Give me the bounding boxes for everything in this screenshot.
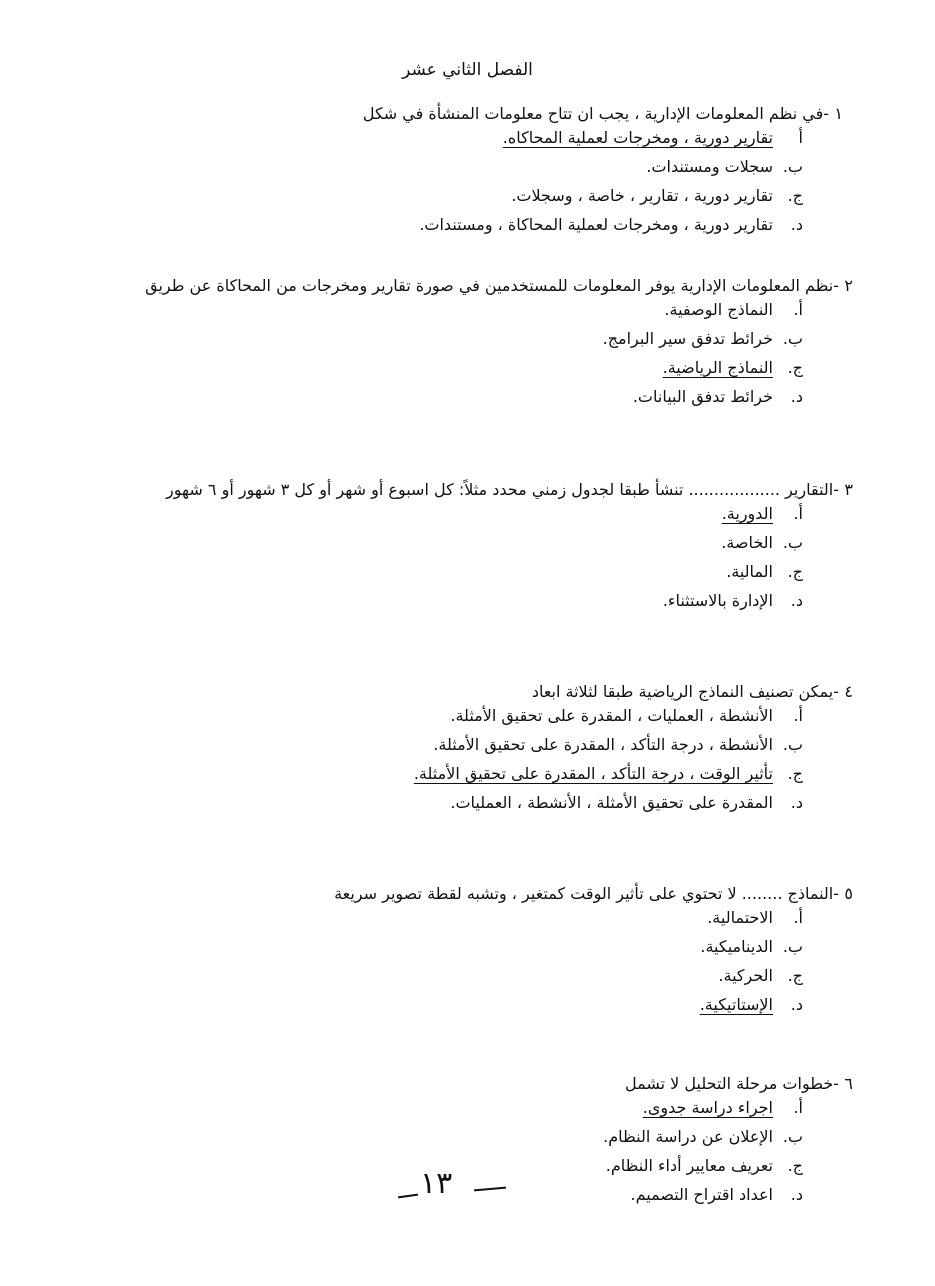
option-c bbox=[363, 181, 803, 210]
option-letter: ج. bbox=[787, 966, 803, 985]
option-d bbox=[363, 210, 803, 239]
question-text: خطوات مرحلة التحليل لا تشمل bbox=[624, 1074, 834, 1093]
option-letter: أ. bbox=[793, 706, 803, 725]
option-letter: ب. bbox=[782, 937, 803, 956]
option-d bbox=[414, 788, 803, 817]
question-stem bbox=[145, 276, 853, 295]
question-stem bbox=[334, 884, 853, 903]
option-b bbox=[414, 730, 803, 759]
option-letter: د. bbox=[790, 1185, 803, 1204]
option-c bbox=[166, 557, 803, 586]
option-letter: ب. bbox=[782, 1127, 803, 1146]
option-b bbox=[363, 152, 803, 181]
option-text: المقدرة على تحقيق الأمثلة ، الأنشطة ، العمليات. bbox=[450, 793, 773, 812]
option-letter: ج. bbox=[787, 1156, 803, 1175]
question-5 bbox=[334, 884, 853, 1019]
page-number-dash-right bbox=[474, 1187, 506, 1192]
option-a bbox=[603, 1093, 803, 1122]
option-text: تعريف معايير أداء النظام. bbox=[605, 1156, 773, 1175]
option-letter: د. bbox=[790, 387, 803, 406]
option-letter: ج. bbox=[787, 764, 803, 783]
question-text: التقارير .................. تنشأ طبقا لجدول زمني محدد مثلاً: كل اسبوع أو شهر أو كل ٣ شهور أو ٦ شهور bbox=[166, 480, 834, 499]
option-letter: د. bbox=[790, 793, 803, 812]
question-separator: - bbox=[833, 884, 839, 903]
question-text: يمكن تصنيف النماذج الرياضية طبقا لثلاثة ابعاد bbox=[531, 682, 834, 701]
option-letter: أ. bbox=[793, 300, 803, 319]
option-b bbox=[145, 324, 803, 353]
option-text: النماذج الرياضية. bbox=[662, 358, 773, 377]
option-c bbox=[603, 1151, 803, 1180]
option-text: خرائط تدفق سير البرامج. bbox=[602, 329, 773, 348]
question-text: نظم المعلومات الإدارية يوفر المعلومات للمستخدمين في صورة تقارير ومخرجات من المحاكاة عن طريق bbox=[145, 276, 834, 295]
option-c bbox=[145, 353, 803, 382]
option-b bbox=[166, 528, 803, 557]
option-a bbox=[363, 123, 803, 152]
option-b bbox=[334, 932, 803, 961]
question-3 bbox=[166, 480, 853, 615]
question-stem bbox=[414, 682, 853, 701]
option-letter: ب. bbox=[782, 157, 803, 176]
option-text: المالية. bbox=[726, 562, 773, 581]
page-number: ١٣ bbox=[420, 1166, 453, 1201]
option-text: الإستاتيكية. bbox=[699, 995, 773, 1014]
option-text: الإدارة بالاستثناء. bbox=[662, 591, 773, 610]
option-letter: أ. bbox=[793, 908, 803, 927]
option-text: تقارير دورية ، ومخرجات لعملية المحاكاه. bbox=[502, 128, 773, 147]
option-text: الأنشطة ، العمليات ، المقدرة على تحقيق الأمثلة. bbox=[450, 706, 773, 725]
option-text: الدورية. bbox=[721, 504, 773, 523]
option-d bbox=[166, 586, 803, 615]
question-separator: - bbox=[823, 104, 829, 123]
option-letter: أ. bbox=[793, 504, 803, 523]
option-text: النماذج الوصفية. bbox=[664, 300, 773, 319]
option-c bbox=[334, 961, 803, 990]
option-text: سجلات ومستندات. bbox=[646, 157, 773, 176]
question-number: ١ bbox=[834, 104, 843, 123]
option-c bbox=[414, 759, 803, 788]
option-a bbox=[334, 903, 803, 932]
question-stem bbox=[363, 104, 843, 123]
question-separator: - bbox=[833, 276, 839, 295]
option-text: اجراء دراسة جدوى. bbox=[642, 1098, 773, 1117]
option-b bbox=[603, 1122, 803, 1151]
option-d bbox=[145, 382, 803, 411]
question-2 bbox=[145, 276, 853, 411]
option-text: الإعلان عن دراسة النظام. bbox=[603, 1127, 773, 1146]
option-letter: أ bbox=[798, 128, 803, 147]
chapter-title: الفصل الثاني عشر bbox=[402, 60, 533, 80]
option-letter: ب. bbox=[782, 533, 803, 552]
option-d bbox=[603, 1180, 803, 1209]
option-letter: د. bbox=[790, 215, 803, 234]
option-letter: د. bbox=[790, 995, 803, 1014]
option-text: اعداد اقتراح التصميم. bbox=[630, 1185, 773, 1204]
option-text: الاحتمالية. bbox=[707, 908, 773, 927]
question-text: في نظم المعلومات الإدارية ، يجب ان تتاح معلومات المنشأة في شكل bbox=[362, 104, 824, 123]
question-stem bbox=[603, 1074, 853, 1093]
question-number: ٢ bbox=[844, 276, 853, 295]
question-text: النماذج ........ لا تحتوي على تأثير الوقت كمتغير ، وتشبه لقطة تصوير سريعة bbox=[334, 884, 834, 903]
page-number-dash-left bbox=[398, 1194, 418, 1199]
option-a bbox=[145, 295, 803, 324]
option-d bbox=[334, 990, 803, 1019]
option-text: الخاصة. bbox=[721, 533, 773, 552]
option-text: الديناميكية. bbox=[700, 937, 773, 956]
option-letter: ج. bbox=[787, 186, 803, 205]
question-6 bbox=[603, 1074, 853, 1209]
question-separator: - bbox=[833, 480, 839, 499]
question-number: ٥ bbox=[844, 884, 853, 903]
option-letter: د. bbox=[790, 591, 803, 610]
option-text: خرائط تدفق البيانات. bbox=[632, 387, 773, 406]
question-stem bbox=[166, 480, 853, 499]
question-4 bbox=[414, 682, 853, 817]
option-a bbox=[414, 701, 803, 730]
option-letter: ب. bbox=[782, 735, 803, 754]
option-letter: ج. bbox=[787, 562, 803, 581]
question-separator: - bbox=[833, 1074, 839, 1093]
option-letter: ج. bbox=[787, 358, 803, 377]
option-a bbox=[166, 499, 803, 528]
option-letter: ب. bbox=[782, 329, 803, 348]
question-separator: - bbox=[833, 682, 839, 701]
question-number: ٤ bbox=[844, 682, 853, 701]
question-1 bbox=[363, 104, 843, 239]
option-text: تأثير الوقت ، درجة التأكد ، المقدرة على تحقيق الأمثلة. bbox=[413, 764, 773, 783]
question-number: ٦ bbox=[844, 1074, 853, 1093]
question-number: ٣ bbox=[844, 480, 853, 499]
option-text: تقارير دورية ، ومخرجات لعملية المحاكاة ، ومستندات. bbox=[419, 215, 773, 234]
option-text: تقارير دورية ، تقارير ، خاصة ، وسجلات. bbox=[511, 186, 773, 205]
option-text: الحركية. bbox=[718, 966, 773, 985]
option-letter: أ. bbox=[793, 1098, 803, 1117]
option-text: الأنشطة ، درجة التأكد ، المقدرة على تحقيق الأمثلة. bbox=[433, 735, 773, 754]
